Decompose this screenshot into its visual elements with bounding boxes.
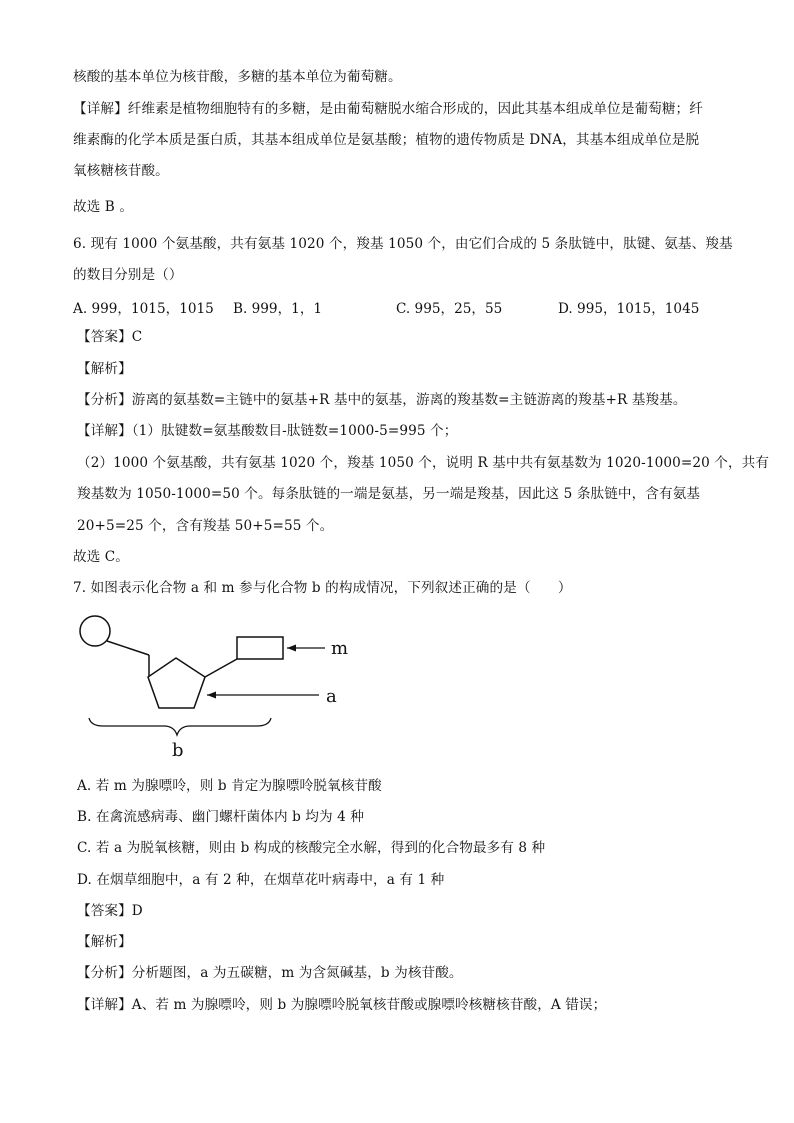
question-6-options — [73, 297, 733, 315]
arrowhead-m — [287, 645, 296, 652]
text-line: 【详解】（1）肽键数=氨基酸数目-肽链数=1000-5=995 个； — [77, 423, 458, 439]
question-7-stem: 7. 如图表示化合物 a 和 m 参与化合物 b 的构成情况，下列叙述正确的是（ ） — [73, 580, 572, 596]
text-line: 羧基数为 1050-1000=50 个。每条肽链的一端是氨基，另一端是羧基，因此这 5 条肽链中，含有氨基 — [77, 486, 701, 502]
option-d: D. 995，1015，1045 — [558, 301, 700, 317]
text-line: 【分析】分析题图，a 为五碳糖，m 为含氮碱基，b 为核苷酸。 — [77, 965, 463, 981]
answer-label: 【答案】D — [77, 903, 143, 919]
option-d: D. 在烟草细胞中，a 有 2 种，在烟草花叶病毒中，a 有 1 种 — [77, 872, 445, 888]
brace-b — [89, 718, 271, 735]
bond-line — [107, 641, 149, 655]
question-6-stem: 的数目分别是（） — [73, 267, 183, 283]
bond-line — [205, 659, 237, 677]
text-line: 【详解】纤维素是植物细胞特有的多糖，是由葡萄糖脱水缩合形成的，因此其基本组成单位是葡萄糖；纤 — [73, 101, 703, 117]
option-c: C. 若 a 为脱氧核糖，则由 b 构成的核酸完全水解，得到的化合物最多有 8 种 — [77, 840, 546, 856]
answer-label: 【答案】C — [77, 329, 143, 345]
arrowhead-a — [207, 692, 216, 699]
question-6-stem: 6. 现有 1000 个氨基酸，共有氨基 1020 个，羧基 1050 个，由它们合成的 5 条肽链中，肽键、氨基、羧基 — [73, 236, 733, 252]
analysis-label: 【解析】 — [77, 361, 132, 377]
text-line: 故选 B 。 — [73, 199, 134, 215]
pentose-pentagon — [148, 658, 205, 708]
text-line: 维素酶的化学本质是蛋白质，其基本组成单位是氨基酸；植物的遗传物质是 DNA，其基本组成单位是脱 — [73, 132, 700, 148]
text-line: （2）1000 个氨基酸，共有氨基 1020 个，羧基 1050 个，说明 R 基中共有氨基数为 1020-1000=20 个，共有 — [77, 455, 770, 471]
phosphate-circle — [80, 616, 110, 646]
text-line: 【详解】A、若 m 为腺嘌呤，则 b 为腺嘌呤脱氧核苷酸或腺嘌呤核糖核苷酸，A 错误； — [77, 997, 607, 1013]
base-rectangle — [237, 637, 283, 659]
option-a: A. 若 m 为腺嘌呤，则 b 肯定为腺嘌呤脱氧核苷酸 — [77, 778, 382, 794]
option-c: C. 995，25，55 — [396, 301, 503, 317]
option-b: B. 在禽流感病毒、幽门螺杆菌体内 b 均为 4 种 — [77, 809, 364, 825]
label-m: m — [331, 638, 349, 659]
nucleotide-diagram — [73, 608, 373, 768]
text-line: 核酸的基本单位为核苷酸，多糖的基本单位为葡萄糖。 — [73, 69, 402, 85]
text-line: 20+5=25 个，含有羧基 50+5=55 个。 — [77, 518, 334, 534]
label-b: b — [172, 740, 184, 761]
analysis-label: 【解析】 — [77, 934, 132, 950]
text-line: 氧核糖核苷酸。 — [73, 163, 169, 179]
text-line: 故选 C。 — [73, 549, 130, 565]
option-a: A. 999，1015，1015 — [73, 301, 214, 317]
label-a: a — [326, 686, 337, 707]
text-line: 【分析】游离的氨基数=主链中的氨基+R 基中的氨基，游离的羧基数=主链游离的羧基+R 基羧基。 — [77, 392, 687, 408]
option-b: B. 999，1，1 — [233, 301, 323, 317]
